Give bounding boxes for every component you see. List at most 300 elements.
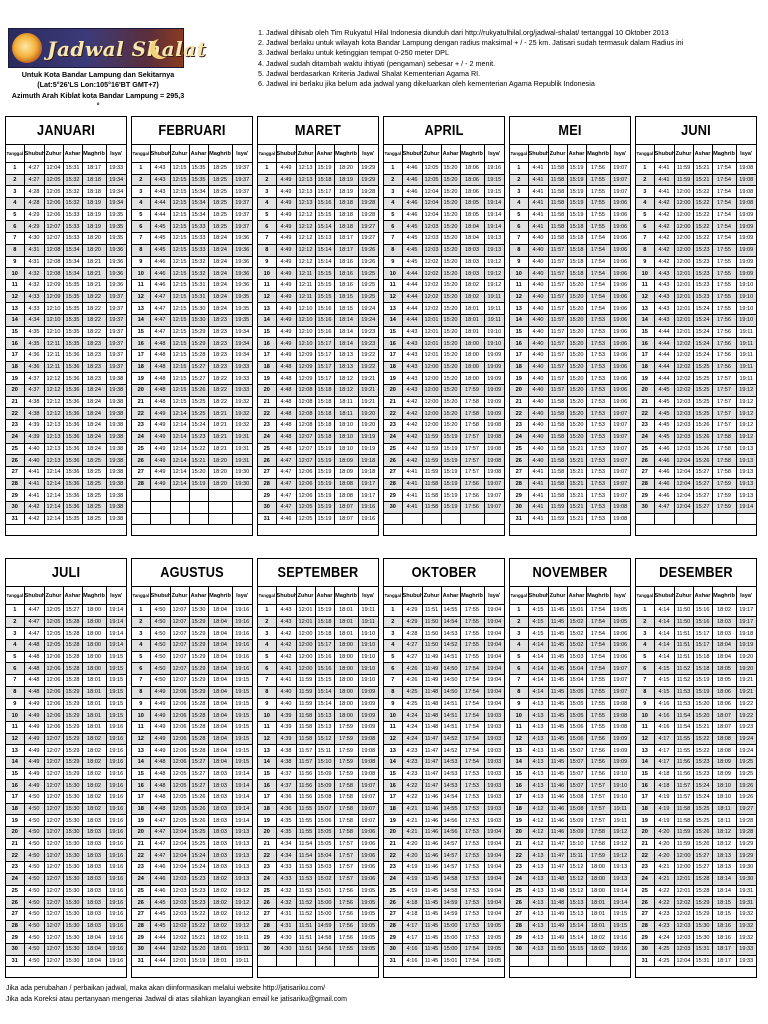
time-cell: 11:48 (548, 897, 567, 909)
time-cell: 19:08 (484, 443, 504, 455)
time-cell: 11:46 (422, 827, 441, 839)
time-cell: 4:42 (402, 408, 422, 420)
time-cell: 19:36 (232, 233, 252, 245)
time-cell: 4:44 (654, 326, 674, 338)
empty-cell (402, 513, 422, 525)
table-row (258, 478, 378, 490)
date-cell: 23 (132, 862, 150, 874)
header-row (636, 145, 756, 163)
time-cell: 17:57 (586, 803, 610, 815)
time-cell: 19:38 (106, 490, 126, 502)
table-row (258, 932, 378, 944)
time-cell: 18:04 (82, 955, 106, 967)
time-cell: 12:08 (296, 396, 315, 408)
time-cell: 17:55 (586, 721, 610, 733)
date-cell: 6 (258, 221, 276, 233)
time-cell: 15:25 (693, 361, 712, 373)
table-row (384, 908, 504, 920)
time-cell: 18:12 (334, 385, 358, 397)
table-row (258, 443, 378, 455)
time-cell: 15:23 (693, 279, 712, 291)
time-cell: 18:23 (208, 350, 232, 362)
time-cell: 18:02 (208, 920, 232, 932)
time-cell: 19:32 (232, 420, 252, 432)
time-cell: 19:31 (232, 431, 252, 443)
time-cell: 12:05 (422, 163, 441, 175)
time-cell: 11:46 (548, 792, 567, 804)
time-cell: 15:22 (693, 209, 712, 221)
time-cell: 15:33 (189, 233, 208, 245)
date-cell: 21 (6, 396, 24, 408)
table-row (132, 955, 252, 967)
time-cell: 19:22 (358, 361, 378, 373)
time-cell: 19:10 (484, 326, 504, 338)
date-cell: 3 (636, 628, 654, 640)
table-row (510, 326, 630, 338)
date-cell: 15 (384, 768, 402, 780)
table-row (510, 501, 630, 513)
time-cell: 15:21 (693, 174, 712, 186)
time-cell: 15:32 (189, 268, 208, 280)
time-cell: 19:33 (736, 943, 756, 955)
time-cell: 12:02 (170, 920, 189, 932)
date-cell: 1 (132, 163, 150, 175)
table-row (132, 827, 252, 839)
date-cell: 11 (510, 279, 528, 291)
time-cell: 12:15 (170, 244, 189, 256)
time-cell: 12:11 (296, 291, 315, 303)
time-cell: 19:24 (736, 745, 756, 757)
table-row (384, 501, 504, 513)
time-cell: 19:12 (610, 838, 630, 850)
time-cell: 19:06 (610, 396, 630, 408)
date-cell: 23 (384, 862, 402, 874)
table-row (384, 920, 504, 932)
time-cell: 15:20 (441, 303, 460, 315)
time-cell: 18:20 (334, 163, 358, 175)
time-cell: 19:32 (736, 920, 756, 932)
time-cell: 4:40 (528, 431, 548, 443)
time-cell: 18:02 (712, 605, 736, 617)
month-table (636, 144, 756, 525)
time-cell: 4:45 (654, 408, 674, 420)
table-row (384, 651, 504, 663)
table-row (132, 396, 252, 408)
time-cell: 17:53 (586, 455, 610, 467)
date-cell: 16 (636, 338, 654, 350)
time-cell: 19:06 (610, 221, 630, 233)
time-cell: 19:04 (484, 675, 504, 687)
table-row (510, 244, 630, 256)
time-cell: 18:02 (82, 733, 106, 745)
date-cell: 29 (636, 490, 654, 502)
time-cell: 11:56 (674, 756, 693, 768)
time-cell: 17:54 (712, 209, 736, 221)
time-cell: 18:00 (460, 373, 484, 385)
time-cell: 19:25 (736, 768, 756, 780)
time-cell: 12:15 (170, 350, 189, 362)
time-cell: 14:59 (315, 920, 334, 932)
time-cell: 4:49 (276, 174, 296, 186)
time-cell: 17:53 (586, 513, 610, 525)
time-cell: 4:12 (528, 827, 548, 839)
time-cell: 19:16 (106, 733, 126, 745)
time-cell: 4:22 (402, 780, 422, 792)
column-header: Isya' (736, 587, 756, 605)
time-cell: 14:53 (441, 780, 460, 792)
time-cell: 19:15 (232, 733, 252, 745)
time-cell: 4:49 (276, 198, 296, 210)
empty-row (510, 955, 630, 967)
time-cell: 19:37 (232, 174, 252, 186)
time-cell: 15:20 (441, 396, 460, 408)
time-cell: 18:19 (82, 221, 106, 233)
date-cell: 24 (258, 431, 276, 443)
table-row (384, 721, 504, 733)
time-cell: 4:47 (24, 628, 44, 640)
time-cell: 15:08 (567, 803, 586, 815)
time-cell: 19:16 (232, 628, 252, 640)
time-cell: 15:30 (63, 780, 82, 792)
time-cell: 4:49 (24, 768, 44, 780)
time-cell: 19:28 (358, 186, 378, 198)
note-item: 3. Jadwal berlaku untuk ketinggian tempat 0-250 meter DPL (258, 48, 449, 58)
table-row (132, 873, 252, 885)
location-coordinates: (Lat:5°26'LS Lon:105°16'BT GMT+7) (37, 80, 159, 89)
table-row (384, 768, 504, 780)
time-cell: 15:27 (63, 605, 82, 617)
column-header: Isya' (610, 587, 630, 605)
column-header: Zuhur (674, 587, 693, 605)
time-cell: 18:01 (460, 314, 484, 326)
time-cell: 15:16 (315, 198, 334, 210)
time-cell: 15:25 (693, 408, 712, 420)
time-cell: 19:08 (610, 710, 630, 722)
time-cell: 19:05 (484, 920, 504, 932)
time-cell: 19:23 (736, 721, 756, 733)
time-cell: 18:16 (712, 920, 736, 932)
time-cell: 19:19 (736, 640, 756, 652)
date-cell: 18 (132, 803, 150, 815)
time-cell: 15:27 (693, 490, 712, 502)
time-cell: 12:03 (422, 244, 441, 256)
table-row (258, 279, 378, 291)
time-cell: 11:54 (296, 838, 315, 850)
table-row (384, 605, 504, 617)
date-cell: 2 (510, 616, 528, 628)
time-cell: 12:06 (170, 745, 189, 757)
time-cell: 17:56 (460, 501, 484, 513)
time-cell: 4:41 (276, 675, 296, 687)
time-cell: 17:56 (586, 745, 610, 757)
time-cell: 15:04 (567, 675, 586, 687)
time-cell: 15:36 (63, 455, 82, 467)
table-row (6, 186, 126, 198)
time-cell: 4:42 (402, 431, 422, 443)
time-cell: 4:38 (276, 756, 296, 768)
time-cell: 15:29 (189, 675, 208, 687)
time-cell: 18:22 (82, 314, 106, 326)
table-row (636, 943, 756, 955)
time-cell: 19:13 (736, 466, 756, 478)
time-cell: 15:21 (693, 721, 712, 733)
time-cell: 18:21 (208, 408, 232, 420)
time-cell: 4:40 (528, 303, 548, 315)
time-cell: 18:00 (334, 651, 358, 663)
time-cell: 19:09 (736, 244, 756, 256)
time-cell: 18:16 (712, 932, 736, 944)
table-row (132, 721, 252, 733)
date-cell: 20 (636, 827, 654, 839)
time-cell: 18:02 (208, 885, 232, 897)
time-cell: 15:27 (189, 373, 208, 385)
time-cell: 4:47 (276, 478, 296, 490)
table-row (384, 209, 504, 221)
time-cell: 18:08 (712, 733, 736, 745)
time-cell: 17:58 (334, 803, 358, 815)
time-cell: 11:58 (548, 186, 567, 198)
time-cell: 18:00 (334, 640, 358, 652)
time-cell: 18:01 (334, 616, 358, 628)
date-cell: 16 (636, 780, 654, 792)
time-cell: 18:19 (82, 198, 106, 210)
time-cell: 11:49 (548, 908, 567, 920)
time-cell: 19:20 (358, 408, 378, 420)
time-cell: 15:02 (315, 873, 334, 885)
table-row (636, 326, 756, 338)
time-cell: 19:06 (610, 268, 630, 280)
time-cell: 11:51 (674, 651, 693, 663)
time-cell: 12:07 (44, 932, 63, 944)
time-cell: 15:31 (63, 163, 82, 175)
table-row (510, 420, 630, 432)
time-cell: 12:00 (674, 209, 693, 221)
table-row (6, 478, 126, 490)
date-cell: 4 (132, 198, 150, 210)
date-cell: 8 (6, 244, 24, 256)
table-row (6, 628, 126, 640)
date-cell: 13 (132, 745, 150, 757)
table-row (6, 408, 126, 420)
time-cell: 11:55 (674, 745, 693, 757)
time-cell: 12:13 (44, 420, 63, 432)
time-cell: 11:45 (548, 616, 567, 628)
time-cell: 11:45 (548, 733, 567, 745)
time-cell: 12:07 (44, 803, 63, 815)
time-cell: 15:14 (315, 221, 334, 233)
time-cell: 19:38 (106, 396, 126, 408)
time-cell: 11:58 (548, 490, 567, 502)
time-cell: 12:07 (170, 605, 189, 617)
time-cell: 12:15 (170, 174, 189, 186)
date-cell: 23 (510, 420, 528, 432)
time-cell: 12:15 (170, 233, 189, 245)
date-cell: 16 (6, 338, 24, 350)
table-row (510, 827, 630, 839)
time-cell: 15:15 (315, 279, 334, 291)
time-cell: 19:37 (106, 361, 126, 373)
time-cell: 12:08 (296, 385, 315, 397)
time-cell: 19:09 (736, 268, 756, 280)
time-cell: 17:56 (460, 478, 484, 490)
time-cell: 15:20 (441, 198, 460, 210)
table-row (132, 640, 252, 652)
time-cell: 18:07 (712, 710, 736, 722)
time-cell: 19:14 (232, 803, 252, 815)
header-row (258, 587, 378, 605)
time-cell: 18:17 (712, 943, 736, 955)
month-november (509, 558, 631, 978)
time-cell: 4:45 (402, 256, 422, 268)
time-cell: 18:03 (82, 908, 106, 920)
time-cell: 15:34 (189, 198, 208, 210)
time-cell: 18:05 (460, 209, 484, 221)
time-cell: 19:06 (358, 838, 378, 850)
column-header: Ashar (315, 145, 334, 163)
table-row (384, 710, 504, 722)
date-cell: 23 (510, 862, 528, 874)
time-cell: 14:56 (441, 815, 460, 827)
date-cell: 12 (6, 733, 24, 745)
time-cell: 4:19 (654, 792, 674, 804)
table-row (384, 616, 504, 628)
header-row (132, 587, 252, 605)
time-cell: 4:42 (654, 244, 674, 256)
time-cell: 15:27 (693, 501, 712, 513)
time-cell: 19:15 (610, 920, 630, 932)
time-cell: 17:59 (586, 850, 610, 862)
month-agustus (131, 558, 253, 978)
time-cell: 4:14 (528, 675, 548, 687)
time-cell: 18:16 (334, 279, 358, 291)
date-cell: 1 (6, 605, 24, 617)
time-cell: 19:05 (358, 920, 378, 932)
time-cell: 19:06 (610, 233, 630, 245)
table-row (510, 221, 630, 233)
time-cell: 4:41 (654, 163, 674, 175)
time-cell: 15:19 (315, 466, 334, 478)
time-cell: 19:04 (484, 686, 504, 698)
date-cell: 14 (384, 314, 402, 326)
time-cell: 15:07 (567, 780, 586, 792)
time-cell: 4:49 (150, 466, 170, 478)
time-cell: 19:16 (358, 501, 378, 513)
date-cell: 3 (132, 628, 150, 640)
date-cell: 19 (384, 815, 402, 827)
time-cell: 19:06 (610, 338, 630, 350)
date-cell: 1 (258, 605, 276, 617)
empty-cell (232, 490, 252, 502)
table-row (636, 733, 756, 745)
time-cell: 11:53 (296, 862, 315, 874)
table-row (258, 163, 378, 175)
time-cell: 15:29 (189, 686, 208, 698)
time-cell: 12:07 (44, 768, 63, 780)
date-cell: 1 (384, 163, 402, 175)
time-cell: 15:34 (189, 186, 208, 198)
time-cell: 19:35 (232, 291, 252, 303)
time-cell: 19:06 (610, 361, 630, 373)
time-cell: 15:35 (63, 338, 82, 350)
time-cell: 4:50 (24, 955, 44, 967)
time-cell: 19:05 (358, 943, 378, 955)
time-cell: 19:07 (610, 455, 630, 467)
date-cell: 30 (6, 501, 24, 513)
time-cell: 19:12 (484, 268, 504, 280)
table-row (384, 314, 504, 326)
time-cell: 4:46 (150, 268, 170, 280)
time-cell: 11:58 (548, 408, 567, 420)
time-cell: 4:39 (24, 431, 44, 443)
table-row (258, 815, 378, 827)
table-row (6, 420, 126, 432)
time-cell: 14:54 (441, 616, 460, 628)
time-cell: 19:13 (736, 455, 756, 467)
date-cell: 1 (636, 163, 654, 175)
table-row (384, 174, 504, 186)
time-cell: 11:58 (548, 466, 567, 478)
time-cell: 11:59 (422, 455, 441, 467)
date-cell: 20 (510, 385, 528, 397)
time-cell: 4:49 (150, 721, 170, 733)
time-cell: 19:38 (106, 501, 126, 513)
time-cell: 12:03 (170, 873, 189, 885)
time-cell: 17:55 (712, 303, 736, 315)
time-cell: 18:04 (208, 686, 232, 698)
table-row (510, 710, 630, 722)
date-cell: 2 (258, 616, 276, 628)
note-item: 6. Jadwal ini berlaku jika belum ada jadwal yang dikeluarkan oleh kementerian Agama Republik Indonesia (258, 79, 595, 89)
table-row (636, 256, 756, 268)
time-cell: 15:22 (189, 443, 208, 455)
time-cell: 11:59 (674, 838, 693, 850)
table-row (132, 338, 252, 350)
date-cell: 30 (132, 943, 150, 955)
time-cell: 19:05 (484, 955, 504, 967)
time-cell: 17:58 (334, 815, 358, 827)
table-row (636, 385, 756, 397)
time-cell: 15:20 (441, 385, 460, 397)
month-name: JUNI (681, 122, 711, 139)
time-cell: 19:35 (232, 303, 252, 315)
time-cell: 15:32 (63, 186, 82, 198)
time-cell: 18:04 (208, 733, 232, 745)
date-cell: 22 (258, 408, 276, 420)
table-row (258, 291, 378, 303)
time-cell: 12:07 (296, 431, 315, 443)
date-cell: 8 (132, 686, 150, 698)
time-cell: 15:30 (63, 885, 82, 897)
time-cell: 15:18 (567, 268, 586, 280)
time-cell: 4:41 (528, 466, 548, 478)
time-cell: 19:04 (484, 827, 504, 839)
time-cell: 4:35 (24, 326, 44, 338)
time-cell: 4:41 (528, 221, 548, 233)
table-row (6, 815, 126, 827)
time-cell: 17:58 (460, 396, 484, 408)
table-row (384, 955, 504, 967)
time-cell: 15:35 (189, 163, 208, 175)
date-cell: 19 (258, 815, 276, 827)
time-cell: 15:13 (315, 721, 334, 733)
empty-cell (132, 490, 150, 502)
time-cell: 15:32 (63, 174, 82, 186)
time-cell: 19:04 (484, 640, 504, 652)
date-cell: 21 (6, 838, 24, 850)
time-cell: 4:40 (528, 314, 548, 326)
time-cell: 15:18 (315, 396, 334, 408)
time-cell: 4:28 (24, 198, 44, 210)
